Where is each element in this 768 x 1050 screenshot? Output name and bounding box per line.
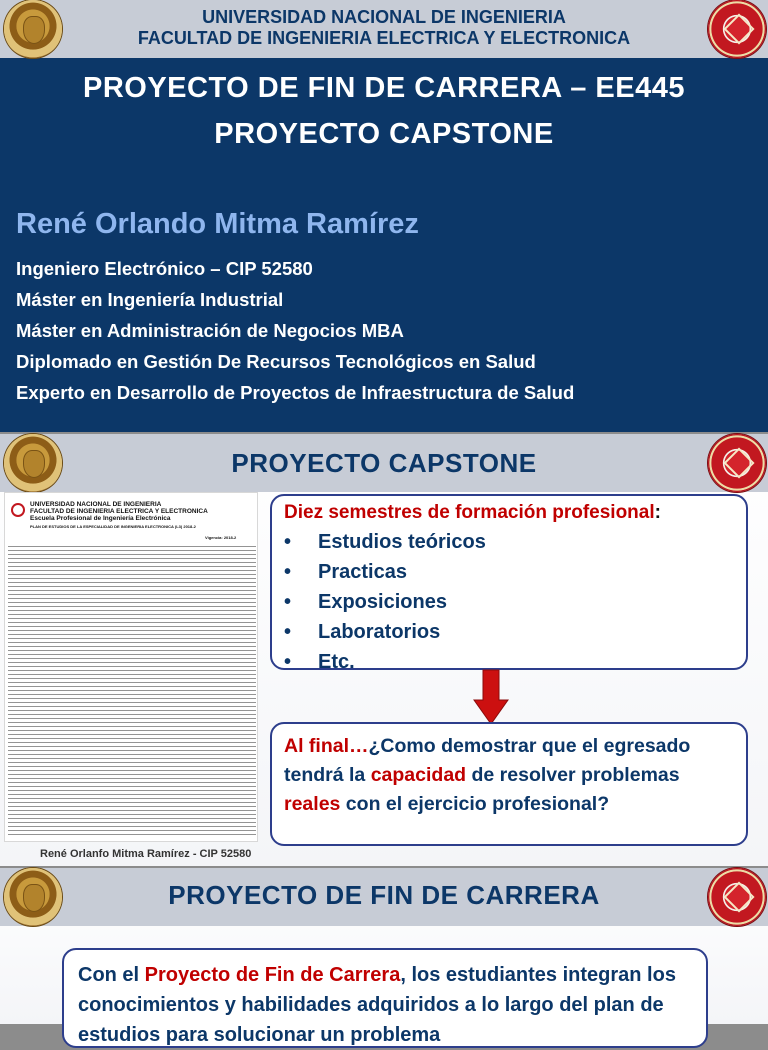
training-heading xyxy=(284,502,734,524)
project-segment: Con el xyxy=(78,964,145,986)
highlight-capacidad: capacidad xyxy=(370,764,467,786)
heading-colon: : xyxy=(654,502,661,523)
training-callout xyxy=(270,494,748,673)
header-university: UNIVERSIDAD NACIONAL DE INGENIERIA xyxy=(202,7,566,27)
slide-fin-de-carrera xyxy=(0,868,768,1046)
project-callout xyxy=(62,948,708,1048)
university-seal-icon xyxy=(4,0,62,58)
credential-item: Experto en Desarrollo de Proyectos de Infraestructura de Salud xyxy=(16,382,575,403)
highlight-proyecto: Proyecto de Fin de Carrera xyxy=(144,964,401,986)
course-title: PROYECTO DE FIN DE CARRERA – EE445 xyxy=(83,72,685,104)
project-segment: , los estudiantes integran los conocimientos y habilidades adquiridos a lo largo del plan de estudios para solucionar un problema xyxy=(78,964,676,1046)
list-item xyxy=(284,527,734,557)
presenter-name: René Orlando Mitma Ramírez xyxy=(16,208,419,240)
slide-title-text: PROYECTO DE FIN DE CARRERA xyxy=(168,880,600,910)
plan-subtitle: PLAN DE ESTUDIOS DE LA ESPECIALIDAD DE INGENIERIA ELECTRONICA (L3) 2018-2 xyxy=(30,524,196,529)
bullet-icon: • xyxy=(284,651,292,673)
list-item-text: Etc. xyxy=(318,651,355,673)
list-item xyxy=(284,647,734,677)
question-text xyxy=(284,732,734,819)
question-callout xyxy=(270,722,748,846)
slide-header xyxy=(0,0,768,58)
credentials-list xyxy=(16,253,574,408)
plan-heading xyxy=(30,501,208,522)
bullet-icon: • xyxy=(284,591,292,613)
list-item xyxy=(284,587,734,617)
credential-item: Diplomado en Gestión De Recursos Tecnológicos en Salud xyxy=(16,351,536,372)
header-faculty: FACULTAD DE INGENIERIA ELECTRICA Y ELECTRONICA xyxy=(137,28,631,48)
credential-item: Máster en Administración de Negocios MBA xyxy=(16,320,404,341)
author-caption: René Orlanfo Mitma Ramírez - CIP 52580 xyxy=(40,848,252,860)
down-arrow-icon xyxy=(474,670,508,724)
plan-heading-line: Escuela Profesional de Ingeniería Electrónica xyxy=(30,515,171,522)
plan-logo-icon xyxy=(11,503,25,517)
study-plan-image xyxy=(4,492,258,842)
bullet-icon: • xyxy=(284,621,292,643)
faculty-seal-icon xyxy=(708,0,766,58)
question-segment: de resolver problemas xyxy=(466,764,680,786)
highlight-reales: reales xyxy=(284,793,341,815)
question-segment: ¿Como demostrar que el egresado tendrá la xyxy=(284,735,691,786)
question-lead: Al final… xyxy=(284,735,369,757)
question-segment: con el ejercicio profesional? xyxy=(340,793,610,815)
training-list xyxy=(284,527,734,677)
slide-title-text: PROYECTO CAPSTONE xyxy=(231,448,537,478)
bullet-icon: • xyxy=(284,531,292,553)
credential-item: Máster en Ingeniería Industrial xyxy=(16,289,284,310)
plan-heading-line: UNIVERSIDAD NACIONAL DE INGENIERIA xyxy=(30,501,162,508)
course-subtitle: PROYECTO CAPSTONE xyxy=(214,118,554,150)
list-item xyxy=(284,557,734,587)
list-item xyxy=(284,617,734,647)
list-item-text: Practicas xyxy=(318,561,407,583)
list-item-text: Laboratorios xyxy=(318,621,441,643)
plan-version: Vigencia: 2018-2 xyxy=(205,535,237,540)
plan-heading-line: FACULTAD DE INGENIERIA ELECTRICA Y ELECTRONICA xyxy=(30,508,208,515)
list-item-text: Estudios teóricos xyxy=(318,531,486,553)
bullet-icon: • xyxy=(284,561,292,583)
slide-title xyxy=(0,0,768,432)
training-heading-text: Diez semestres de formación profesional xyxy=(284,502,655,523)
list-item-text: Exposiciones xyxy=(318,591,447,613)
credential-item: Ingeniero Electrónico – CIP 52580 xyxy=(16,258,313,279)
slide-capstone xyxy=(0,434,768,866)
plan-course-table xyxy=(8,543,256,838)
project-text xyxy=(78,960,692,1050)
